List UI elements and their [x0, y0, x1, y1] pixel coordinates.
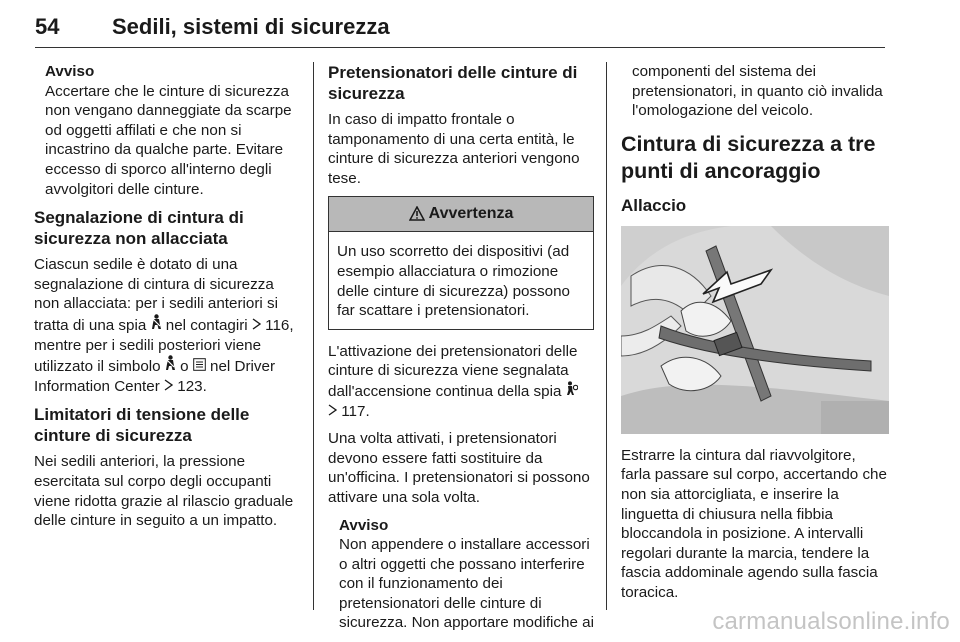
note-label: Avviso — [45, 63, 95, 80]
column-1 — [34, 62, 302, 539]
text-run: . — [202, 377, 207, 395]
warning-text: Un uso scorretto dei dispositivi (ad esempio allacciatura o rimozione delle cinture di sicurezza) possono far scattare i pretensionatori. — [337, 243, 570, 320]
text-run: Ciascun sedile è dotato di una segnalazione di cintura di sicurezza non allacciata: per i sedili anteriori si tratta di una spia — [34, 256, 278, 334]
page-number: 54 — [35, 14, 60, 39]
text-run: nel contagiri — [165, 316, 248, 334]
note-text: Non appendere o installare accessori o altri oggetti che possano interferire con il funzionamento dei pretensionatori delle cinture di sicurezza. Non apportare modifiche ai — [339, 536, 594, 632]
seatbelt-reminder-icon — [165, 355, 176, 377]
note-continuation: componenti del sistema dei pretensionatori, in quanto ciò invalida l'omologazione del veicolo. — [632, 63, 883, 120]
column-2 — [328, 62, 594, 641]
note-label: Avviso — [339, 516, 389, 534]
page-header — [35, 14, 885, 48]
section-heading: Pretensionatori delle cinture di sicurezza — [328, 63, 578, 103]
note-box — [339, 516, 594, 634]
warning-title: Avvertenza — [428, 205, 514, 223]
page-reference-icon — [164, 377, 173, 397]
text-run: L'attivazione dei pretensionatori delle cinture di sicurezza viene segnalata dall'accensione continua della spia — [328, 342, 578, 400]
paragraph — [328, 342, 594, 421]
paragraph: In caso di impatto frontale o tamponamento di una certa entità, le cinture di sicurezza anteriori vengono tese. — [328, 111, 580, 187]
column-3 — [621, 62, 889, 611]
warning-triangle-icon — [409, 205, 429, 222]
sub-heading: Allaccio — [621, 195, 687, 215]
text-run: nel Driver Information Center — [34, 358, 276, 395]
note-box — [45, 62, 302, 199]
airbag-warning-icon — [566, 381, 578, 402]
warning-box — [328, 196, 594, 329]
page-reference-icon — [328, 402, 337, 422]
rear-seatbelt-icon — [193, 357, 206, 377]
column-divider-1 — [313, 62, 314, 610]
paragraph: Nei sedili anteriori, la pressione esercitata sul corpo degli occupanti viene ridotta grazie al rilascio graduale delle cinture in seguito a un impatto. — [34, 453, 294, 530]
section-heading: Limitatori di tensione delle cinture di sicurezza — [34, 405, 250, 446]
page-reference[interactable]: 116 — [265, 316, 290, 334]
text-run: . — [365, 402, 370, 420]
page-reference-icon — [252, 316, 261, 336]
paragraph: Una volta attivati, i pretensionatori devono essere fatti sostituire da un'officina. I pretensionatori si possono attivare una sola volta. — [328, 430, 590, 506]
running-title: Sedili, sistemi di sicurezza — [112, 14, 390, 39]
note-text: Accertare che le cinture di sicurezza non vengano danneggiate da scarpe od oggetti affilati e che non si incastrino da qualche parte. Evitare eccesso di sporco all'interno degli avvolgitori delle cinture. — [45, 82, 292, 198]
paragraph — [34, 255, 302, 396]
text-run: o — [180, 358, 189, 376]
column-divider-2 — [606, 62, 607, 610]
seatbelt-reminder-icon — [151, 314, 162, 336]
paragraph: Estrarre la cintura dal riavvolgitore, farla passare sul corpo, accertando che non sia attorcigliata, e inserire la linguetta di chiusura nella fibbia bloccandola in posizione. A intervalli regolari durante la marcia, tendere la fascia addominale agendo sulla fascia toracica. — [621, 446, 887, 601]
page-reference[interactable]: 117 — [341, 402, 366, 420]
watermark: carmanualsonline.info — [712, 608, 950, 635]
text-run: , mentre per i sedili posteriori viene utilizzato il simbolo — [34, 316, 294, 376]
section-heading: Segnalazione di cintura di sicurezza non allacciata — [34, 208, 244, 249]
warning-header — [329, 197, 593, 232]
chapter-heading: Cintura di sicurezza a tre punti di ancoraggio — [621, 131, 876, 183]
seatbelt-buckling-illustration — [621, 226, 889, 434]
page-reference[interactable]: 123 — [177, 377, 203, 395]
header-rule — [35, 47, 885, 48]
